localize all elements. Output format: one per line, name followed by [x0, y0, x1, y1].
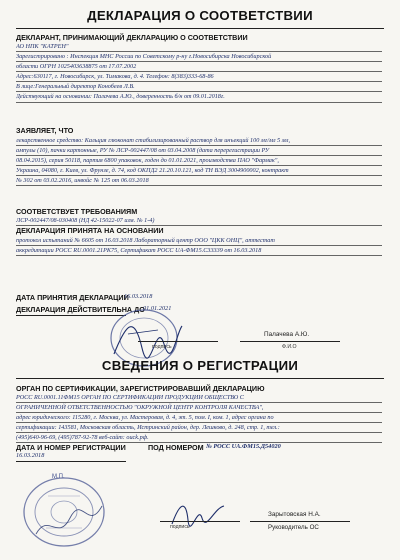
- registration-divider: [16, 378, 384, 379]
- organ-line: ОГРАНИЧЕННОЙ ОТВЕТСТВЕННОСТЬЮ "ОКРУЖНОЙ ЦЕНТР КОНТРОЛЯ КАЧЕСТВА",: [16, 403, 382, 413]
- declarant-line: области ОГРН 1025403638875 от 17.07.2002: [16, 62, 382, 72]
- certification-stamp-icon: [18, 472, 114, 554]
- declarant-block: [16, 42, 382, 103]
- document-title: ДЕКЛАРАЦИЯ О СООТВЕТСТВИИ: [87, 8, 313, 23]
- statement-line: Украина, 04080, г. Киев, ул. Фрунзе, д. 74, код ОКПД2 21.20.10.121, код ТН ВЭД 3004900002, контракт: [16, 166, 382, 176]
- statement-line: 08.04.2015), серия 50118, партия 6800 упаковок, годен до 01.01.2021, производства ПАО "Фармак",: [16, 156, 382, 166]
- requirements-block: [16, 216, 382, 226]
- organ-line: сертификации: 143581, Московская область, Истринский район, дер. Лешково, д. 248, стр. 1, тел.:: [16, 423, 382, 433]
- requirements-heading: СООТВЕТСТВУЕТ ТРЕБОВАНИЯМ: [16, 207, 138, 216]
- declarant-line: В лице:Генеральный директор Конобеев Л.В.: [16, 82, 382, 92]
- head-signature-caption: подпись: [170, 524, 190, 530]
- registration-date-underline: [16, 461, 126, 462]
- requirements-line: ЛСР-002447/08-030408 (НД 42-15022-07 изм. № 1-4): [16, 216, 382, 226]
- acceptance-date-label: ДАТА ПРИНЯТИЯ ДЕКЛАРАЦИИ: [16, 293, 129, 302]
- title-divider: [16, 28, 384, 29]
- head-name-line: [250, 521, 350, 522]
- acceptance-date-value: 16.03.2018: [124, 293, 153, 300]
- statement-line: лекарственное средство: Кальция глюконат стабилизированный раствор для инъекций 100 мг/мл 5 мл,: [16, 136, 382, 146]
- organ-block: [16, 393, 382, 443]
- declarant-line: Действующий на основании: Палачева А.Ю., доверенность б/н от 09.01.2018г.: [16, 92, 382, 102]
- registration-date-value: 16.03.2018: [16, 452, 45, 459]
- statement-heading: ЗАЯВЛЯЕТ, ЧТО: [16, 126, 74, 135]
- basis-line: протокол испытаний № 6605 от 16.03.2018 Лабораторный центр ООО "ЦКК ОНЦ", аттестат: [16, 236, 382, 246]
- organ-heading: ОРГАН ПО СЕРТИФИКАЦИИ, ЗАРЕГИСТРИРОВАВШИЙ ДЕКЛАРАЦИЮ: [16, 384, 265, 393]
- signer-name: Палачева А.Ю.: [264, 331, 310, 338]
- declarant-line: АО НПК "КАТРЕН": [16, 42, 382, 52]
- declarant-line: Зарегистрировано : Инспекция МНС России по Советскому р-ну г.Новосибирска Новосибирской: [16, 52, 382, 62]
- fio-caption: Ф.И.О: [282, 344, 297, 350]
- stamp-mp-label: М.П.: [52, 474, 65, 480]
- registration-number-value: № РОСС UA.ФМ15.Д54020: [206, 443, 281, 450]
- declarant-line: Адрес:630117, г. Новосибирск, ул. Тимакова, д. 4. Телефон: 8(383)333-68-86: [16, 72, 382, 82]
- registration-title: СВЕДЕНИЯ О РЕГИСТРАЦИИ: [101, 358, 299, 373]
- basis-heading: ДЕКЛАРАЦИЯ ПРИНЯТА НА ОСНОВАНИИ: [16, 226, 164, 235]
- statement-line: № 302 от 03.02.2016, инвойс № 125 от 06.03.2018: [16, 176, 382, 186]
- valid-until-value: 01.01.2021: [143, 305, 172, 312]
- basis-block: [16, 236, 382, 256]
- valid-until-label: ДЕКЛАРАЦИЯ ДЕЙСТВИТЕЛЬНА ДО: [16, 305, 145, 314]
- signature-line: [138, 341, 218, 342]
- head-name: Зарытовская Н.А.: [268, 511, 321, 518]
- basis-line: аккредитации РОСС RU.0001.21PK75, Сертификат РОСС UA-ФМ15.С33339 от 16.03.2018: [16, 246, 382, 256]
- fio-line: [240, 341, 340, 342]
- organ-line: адрес юридического: 115280, г. Москва, ул. Мастеровая, д. 4, эт. 5, пом. I, ком. 1, адрес органа по: [16, 413, 382, 423]
- head-signature-line: [160, 521, 240, 522]
- signature-caption: подпись: [152, 344, 172, 350]
- registration-date-label: ДАТА И НОМЕР РЕГИСТРАЦИИ: [16, 443, 126, 452]
- head-caption: Руководитель ОС: [268, 524, 319, 531]
- organ-line: (495)640-96-69, (495)787-92-78 веб-сайт: ouck.рф.: [16, 433, 382, 443]
- registration-number-label: ПОД НОМЕРОМ: [148, 443, 204, 452]
- declarant-heading: ДЕКЛАРАНТ, ПРИНИМАЮЩИЙ ДЕКЛАРАЦИЮ О СООТВЕТСТВИИ: [16, 33, 248, 42]
- statement-line: ампулы (10), пачки картонные, РУ № ЛСР-002447/08 от 03.04.2008 (дата перерегистрации РУ: [16, 146, 382, 156]
- organ-line: РОСС RU.0001.11ФМ15 ОРГАН ПО СЕРТИФИКАЦИИ ПРОДУКЦИИ ОБЩЕСТВО С: [16, 393, 382, 403]
- statement-block: [16, 136, 382, 186]
